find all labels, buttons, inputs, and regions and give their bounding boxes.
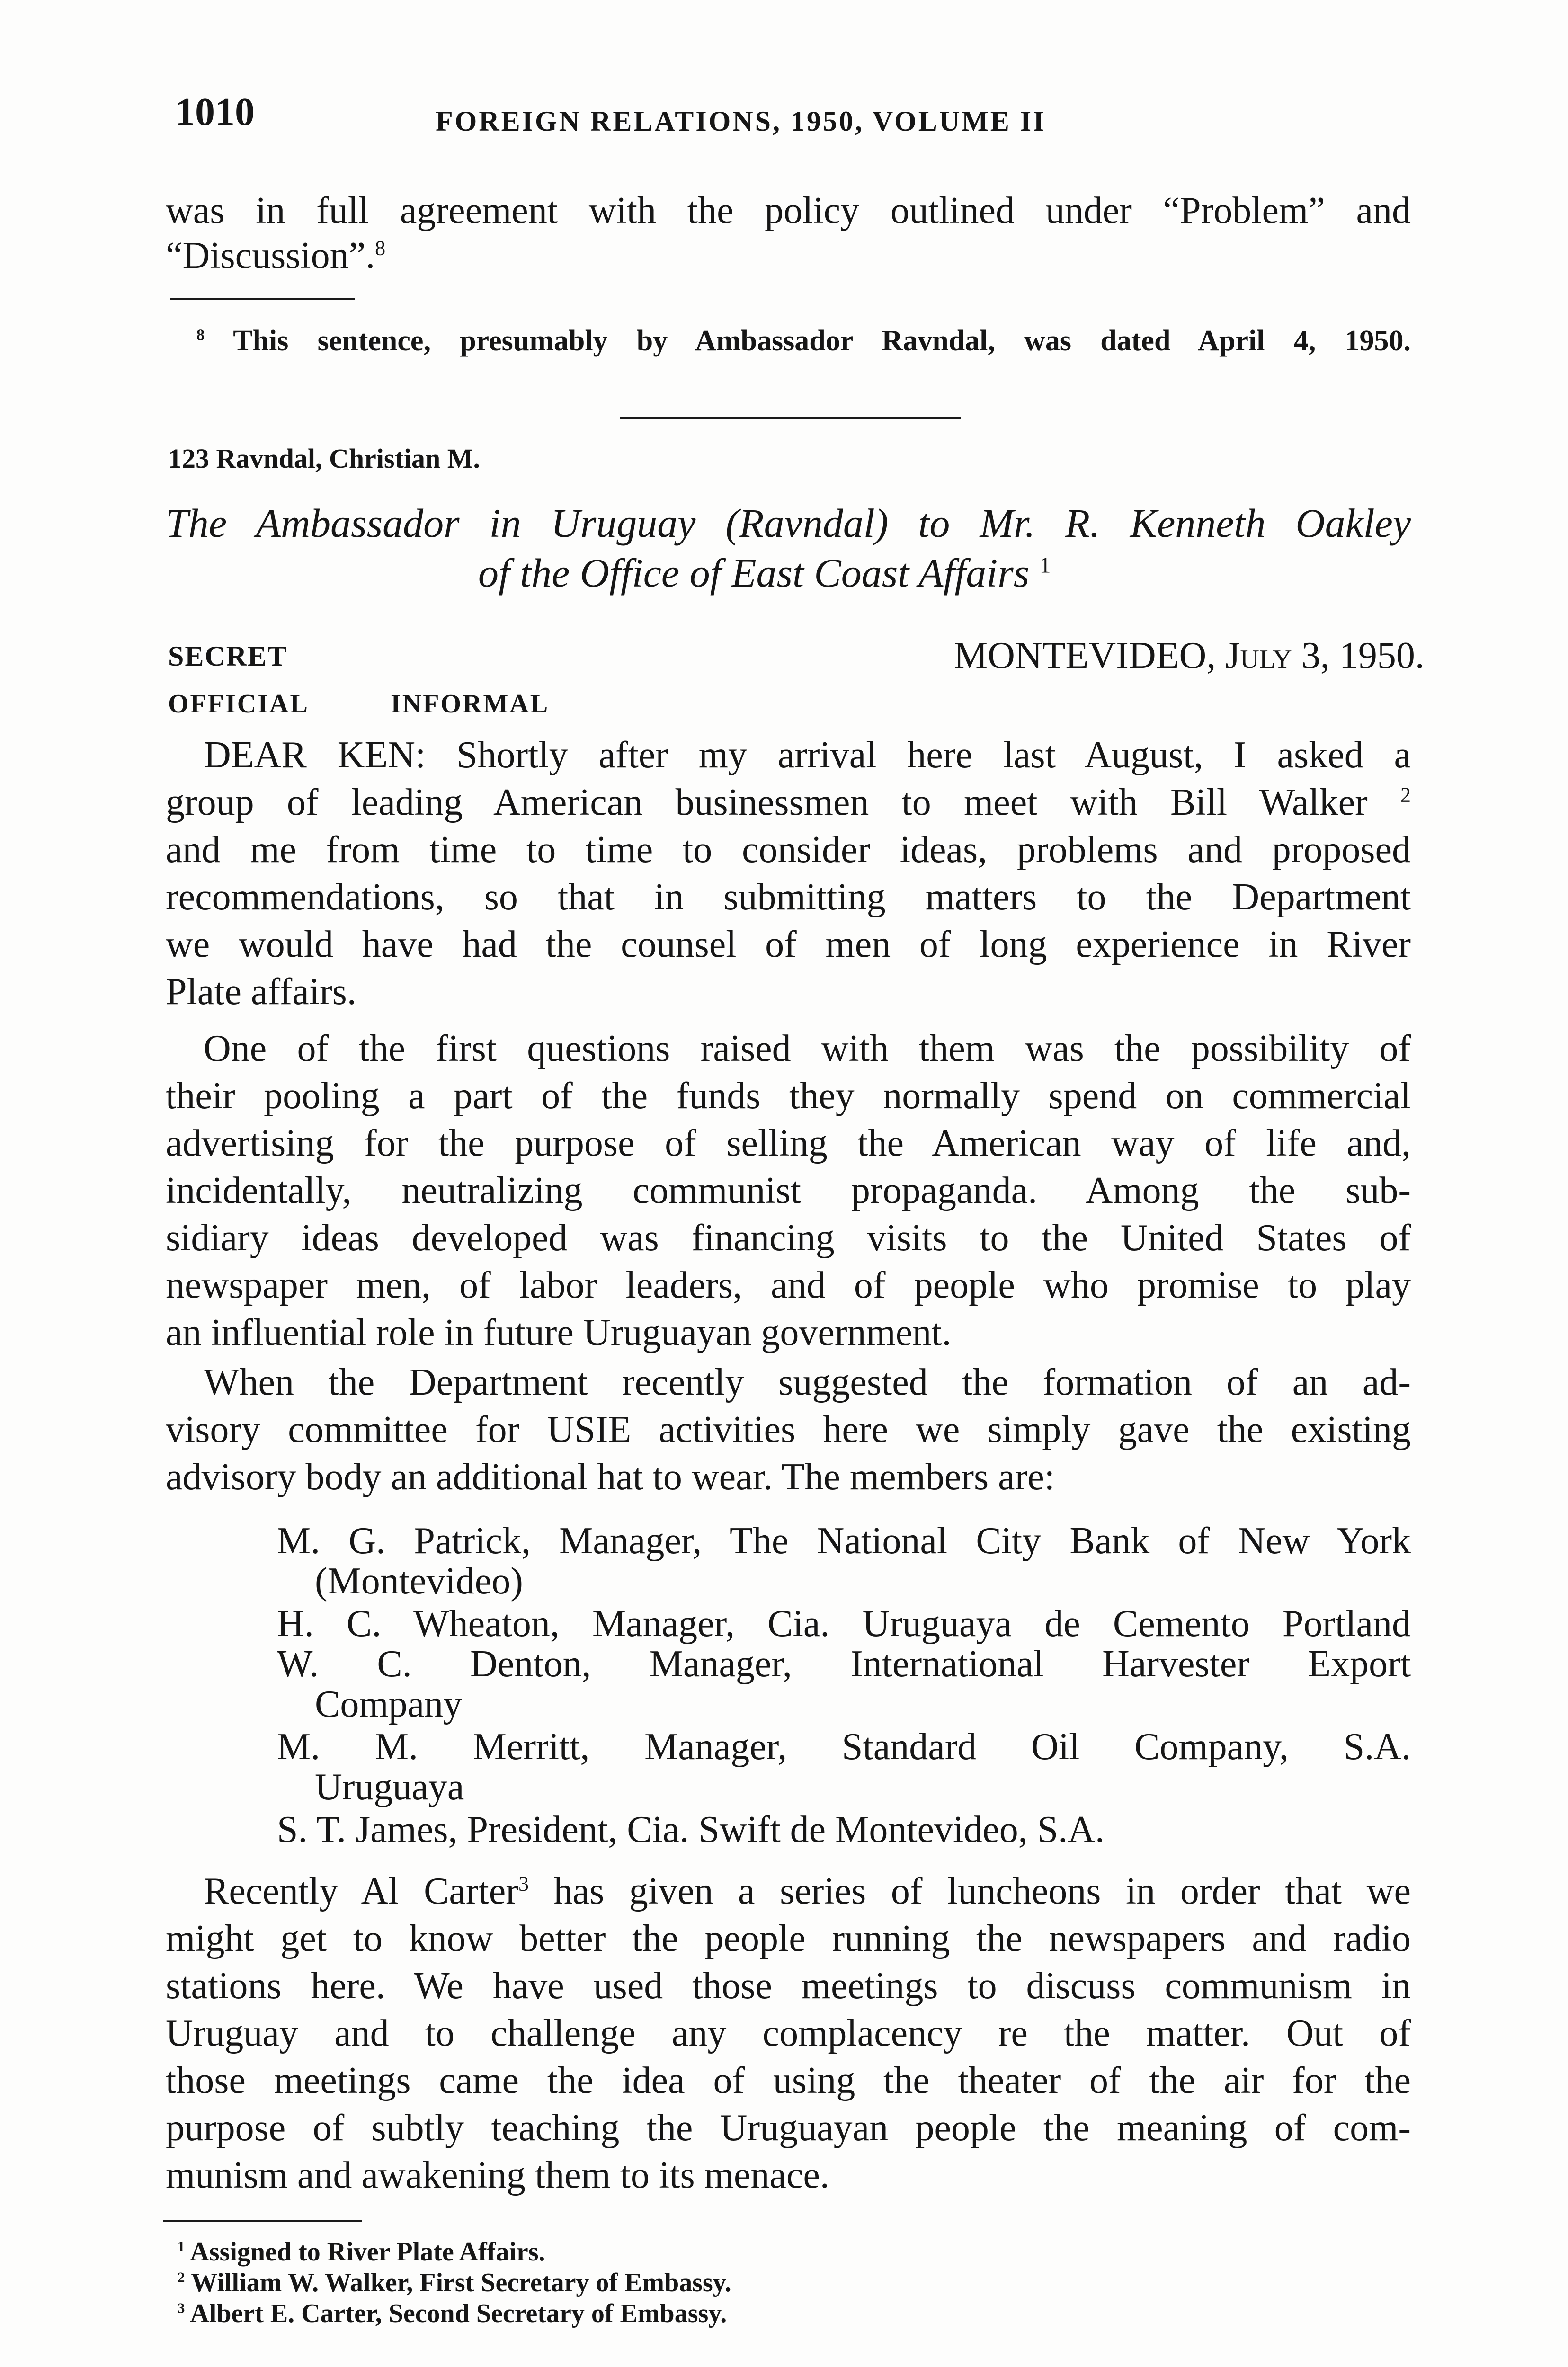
- section-divider: [620, 417, 961, 419]
- continuation-line: was in full agreement with the policy outlined under “Problem” and: [166, 190, 1411, 231]
- paragraph-line: group of leading American businessmen to meet with Bill Walker $^2$: [166, 782, 1411, 823]
- paragraph-line: those meetings came the idea of using the theater of the air for the: [166, 2060, 1411, 2101]
- footnote-ref: 1: [1039, 553, 1051, 578]
- paragraph-line: stations here. We have used those meetings to discuss communism in: [166, 1965, 1411, 2007]
- member-entry: M. M. Merritt, Manager, Standard Oil Company, S.A.: [277, 1726, 1411, 1768]
- paragraph-line: and me from time to time to consider ideas, problems and proposed: [166, 829, 1411, 871]
- paragraph-line: Uruguay and to challenge any complacency re the matter. Out of: [166, 2012, 1411, 2054]
- paragraph-line: an influential role in future Uruguayan government.: [166, 1312, 952, 1353]
- paragraph-line: advertising for the purpose of selling the American way of life and,: [166, 1122, 1411, 1164]
- document-title-line2: of the Office of East Coast Affairs $^1$: [478, 550, 1051, 596]
- paragraph-line: Plate affairs.: [166, 971, 356, 1013]
- page-number: 1010: [175, 90, 255, 134]
- footnote-8: $^8$ This sentence, presumably by Ambassador Ravndal, was dated April 4, 1950.: [196, 325, 1411, 357]
- member-entry-continued: Uruguaya: [315, 1766, 464, 1808]
- footnote-rule: [163, 2220, 362, 2222]
- paragraph-line: One of the first questions raised with them was the possibility of: [204, 1028, 1411, 1069]
- footnote-ref: 2: [1400, 783, 1411, 807]
- footnote-3: $^3$ Albert E. Carter, Second Secretary of Embassy.: [178, 2299, 727, 2328]
- file-number: 123 Ravndal, Christian M.: [168, 443, 481, 474]
- paragraph-line: DEAR KEN: Shortly after my arrival here last August, I asked a: [204, 734, 1411, 776]
- paragraph-line: their pooling a part of the funds they normally spend on commercial: [166, 1075, 1411, 1117]
- footnote-ref: 3: [518, 1872, 529, 1895]
- member-entry-continued: (Montevideo): [315, 1560, 523, 1602]
- paragraph-line: visory committee for USIE activities here we simply gave the existing: [166, 1409, 1411, 1450]
- footnote-ref: 8: [375, 236, 386, 260]
- member-entry: W. C. Denton, Manager, International Harvester Export: [277, 1643, 1411, 1685]
- member-entry: M. G. Patrick, Manager, The National City Bank of New York: [277, 1520, 1411, 1562]
- running-head: FOREIGN RELATIONS, 1950, VOLUME II: [436, 106, 1046, 137]
- footnote-1: $^1$ Assigned to River Plate Affairs.: [178, 2237, 545, 2267]
- classification-informal: INFORMAL: [391, 689, 550, 719]
- paragraph-line: might get to know better the people running the newspapers and radio: [166, 1918, 1411, 1959]
- dateline: MONTEVIDEO, July 3, 1950.: [954, 635, 1425, 676]
- salutation: DEAR KEN:: [204, 734, 426, 776]
- member-entry: S. T. James, President, Cia. Swift de Montevideo, S.A.: [277, 1809, 1105, 1851]
- classification-secret: SECRET: [168, 641, 288, 672]
- paragraph-line: munism and awakening them to its menace.: [166, 2154, 829, 2196]
- paragraph-line: recommendations, so that in submitting matters to the Department: [166, 876, 1411, 918]
- paragraph-line: newspaper men, of labor leaders, and of people who promise to play: [166, 1264, 1411, 1306]
- document-title-line1: The Ambassador in Uruguay (Ravndal) to Mr. R. Kenneth Oakley: [166, 500, 1411, 546]
- paragraph-line: advisory body an additional hat to wear. The members are:: [166, 1456, 1055, 1498]
- paragraph-line: Recently Al Carter$^3$ has given a series of luncheons in order that we: [204, 1870, 1411, 1912]
- paragraph-line: we would have had the counsel of men of long experience in River: [166, 924, 1411, 965]
- paragraph-line: When the Department recently suggested the formation of an ad-: [204, 1361, 1411, 1403]
- paragraph-line: purpose of subtly teaching the Uruguayan people the meaning of com-: [166, 2107, 1411, 2149]
- paragraph-line: sidiary ideas developed was financing visits to the United States of: [166, 1217, 1411, 1259]
- classification-official: OFFICIAL: [168, 689, 309, 719]
- footnote-2: $^2$ William W. Walker, First Secretary of Embassy.: [178, 2268, 731, 2297]
- continuation-line: “Discussion”.$^8$: [166, 235, 386, 276]
- member-entry-continued: Company: [315, 1683, 463, 1725]
- member-entry: H. C. Wheaton, Manager, Cia. Uruguaya de Cemento Portland: [277, 1603, 1411, 1645]
- footnote-rule: [170, 298, 355, 300]
- paragraph-line: incidentally, neutralizing communist propaganda. Among the sub-: [166, 1170, 1411, 1211]
